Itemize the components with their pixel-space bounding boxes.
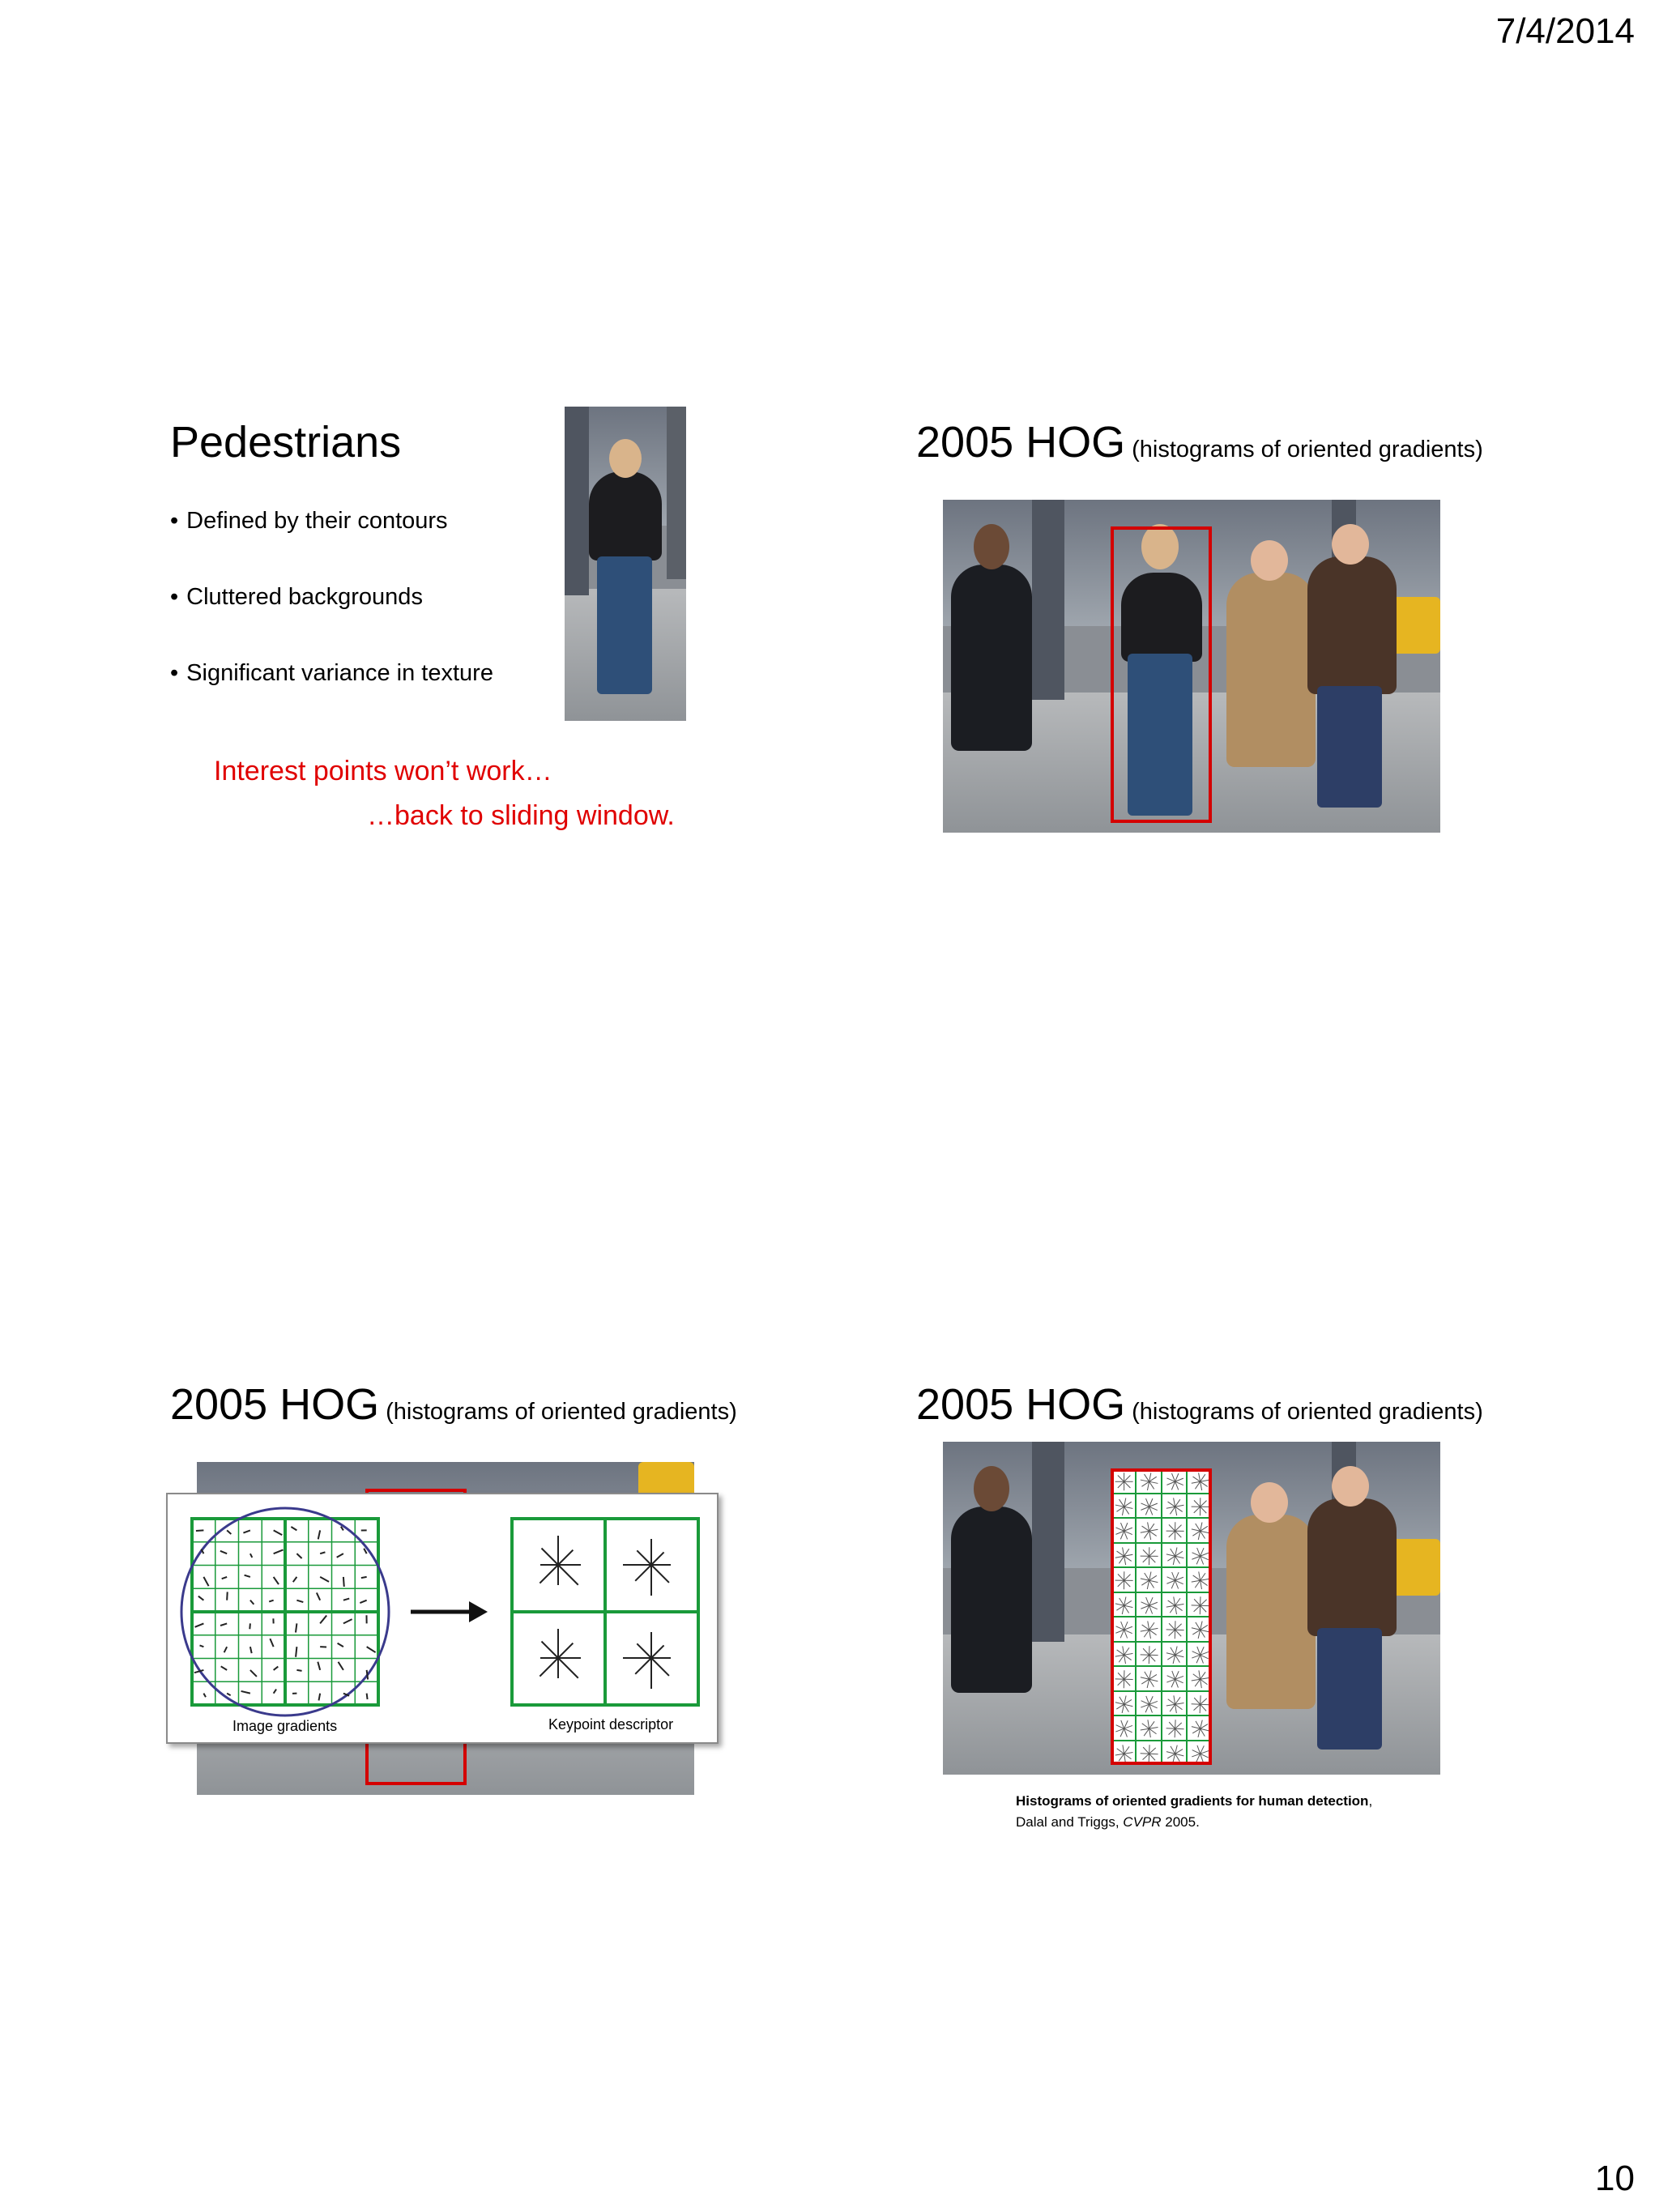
gradient-arrow bbox=[274, 1549, 284, 1554]
gradient-arrow bbox=[360, 1600, 366, 1603]
gradient-arrow bbox=[343, 1619, 352, 1623]
gradient-arrow bbox=[198, 1596, 204, 1600]
gradient-arrow bbox=[222, 1577, 227, 1579]
gradient-arrow bbox=[227, 1592, 228, 1600]
gradient-arrow bbox=[250, 1600, 254, 1605]
bullet-item: • Significant variance in texture bbox=[170, 660, 493, 687]
descriptor-bin bbox=[541, 1548, 558, 1565]
slide2-title-text: 2005 HOG bbox=[916, 418, 1126, 467]
slide1-title: Pedestrians bbox=[170, 418, 402, 467]
gradient-arrow bbox=[317, 1592, 320, 1600]
gradient-arrow bbox=[220, 1551, 227, 1554]
red-note-line1: Interest points won’t work… bbox=[214, 756, 552, 786]
gradient-arrow bbox=[243, 1530, 249, 1532]
gradient-arrow bbox=[318, 1530, 320, 1539]
descriptor-bin bbox=[539, 1658, 558, 1677]
gradient-arrow bbox=[319, 1694, 321, 1701]
street-photo-hog bbox=[943, 1442, 1440, 1775]
gradient-arrow bbox=[361, 1577, 367, 1578]
gradient-arrow bbox=[245, 1575, 250, 1577]
descriptor-bin bbox=[651, 1645, 664, 1658]
street-photo bbox=[943, 500, 1440, 833]
citation-venue: CVPR bbox=[1123, 1814, 1162, 1830]
sift-diagram bbox=[168, 1494, 717, 1742]
gradient-arrow bbox=[241, 1691, 250, 1694]
gradient-arrow bbox=[296, 1670, 301, 1671]
gradient-arrow bbox=[250, 1670, 257, 1677]
gradient-arrow bbox=[364, 1549, 366, 1554]
descriptor-bin bbox=[558, 1565, 578, 1585]
red-note-line2: …back to sliding window. bbox=[367, 800, 675, 831]
gradient-arrow bbox=[224, 1647, 228, 1652]
descriptor-bin bbox=[637, 1643, 651, 1658]
gradient-arrow bbox=[337, 1554, 343, 1558]
slide3-subtitle: (histograms of oriented gradients) bbox=[386, 1399, 737, 1425]
slide2-subtitle: (histograms of oriented gradients) bbox=[1132, 437, 1483, 462]
descriptor-bin bbox=[651, 1552, 664, 1565]
slide3-title-text: 2005 HOG bbox=[170, 1380, 380, 1429]
keypoint-descriptor-label: Keypoint descriptor bbox=[548, 1716, 674, 1733]
descriptor-bin bbox=[558, 1658, 578, 1678]
gradient-arrow bbox=[291, 1527, 296, 1530]
gradient-arrow bbox=[274, 1577, 279, 1584]
gradient-arrow bbox=[293, 1577, 297, 1582]
gradient-arrow bbox=[367, 1694, 368, 1699]
descriptor-bin bbox=[637, 1550, 651, 1565]
gradient-arrow bbox=[269, 1600, 273, 1602]
descriptor-bin bbox=[635, 1565, 651, 1581]
gradient-arrow bbox=[249, 1623, 250, 1629]
slide3-title bbox=[170, 1379, 737, 1430]
citation-authors: Dalal and Triggs, bbox=[1016, 1814, 1124, 1830]
gradient-arrow bbox=[367, 1647, 376, 1652]
gradient-arrow bbox=[220, 1623, 227, 1626]
gradient-arrow bbox=[318, 1662, 320, 1670]
citation-title: Histograms of oriented gradients for human detection bbox=[1016, 1793, 1369, 1809]
descriptor-bin bbox=[558, 1550, 573, 1565]
image-gradients-label: Image gradients bbox=[232, 1718, 338, 1734]
slide4-title-text: 2005 HOG bbox=[916, 1380, 1126, 1429]
gradient-arrow bbox=[274, 1690, 276, 1694]
gradient-arrow bbox=[320, 1577, 329, 1582]
gradient-arrow bbox=[200, 1645, 204, 1647]
gradient-arrow bbox=[343, 1599, 349, 1600]
gradient-arrow bbox=[203, 1694, 206, 1698]
gradient-arrow bbox=[343, 1577, 344, 1587]
citation-comma: , bbox=[1368, 1793, 1373, 1809]
gradient-arrow bbox=[320, 1615, 326, 1623]
gradient-arrow bbox=[367, 1670, 368, 1680]
detection-box bbox=[1111, 526, 1212, 823]
gradient-arrow bbox=[338, 1643, 343, 1647]
descriptor-bin bbox=[539, 1565, 558, 1583]
gradient-arrow bbox=[270, 1639, 273, 1647]
gradient-arrow bbox=[203, 1577, 208, 1586]
gradient-arrow bbox=[195, 1623, 204, 1626]
gradient-arrow bbox=[274, 1667, 279, 1670]
citation bbox=[1016, 1791, 1372, 1833]
gradient-arrow bbox=[227, 1530, 231, 1534]
page-number: 10 bbox=[1595, 2159, 1635, 2198]
descriptor-bin bbox=[558, 1643, 573, 1658]
gradient-arrow bbox=[320, 1552, 325, 1554]
gradient-arrow bbox=[296, 1554, 301, 1558]
slide4-subtitle: (histograms of oriented gradients) bbox=[1132, 1399, 1483, 1425]
gradient-arrow bbox=[227, 1694, 231, 1696]
header-date: 7/4/2014 bbox=[1495, 11, 1635, 51]
gradient-arrow bbox=[196, 1530, 203, 1531]
bullet-item: • Cluttered backgrounds bbox=[170, 584, 423, 611]
citation-year: 2005. bbox=[1161, 1814, 1200, 1830]
gradient-arrow bbox=[296, 1600, 303, 1602]
descriptor-bin bbox=[541, 1641, 558, 1658]
descriptor-bin bbox=[651, 1658, 669, 1676]
descriptor-bin bbox=[651, 1565, 669, 1583]
sift-descriptor-figure bbox=[166, 1493, 719, 1744]
gradient-arrow bbox=[250, 1647, 252, 1653]
gradient-arrow bbox=[221, 1666, 227, 1670]
gradient-arrow bbox=[339, 1662, 343, 1670]
slide2-title bbox=[916, 417, 1483, 467]
slide4-title bbox=[916, 1379, 1483, 1430]
bullet-item: • Defined by their contours bbox=[170, 508, 448, 535]
gradient-arrow bbox=[250, 1554, 252, 1558]
detection-box bbox=[1111, 1468, 1212, 1765]
gradient-arrow bbox=[274, 1530, 283, 1535]
descriptor-bin bbox=[635, 1658, 651, 1674]
pedestrian-photo bbox=[565, 407, 686, 721]
